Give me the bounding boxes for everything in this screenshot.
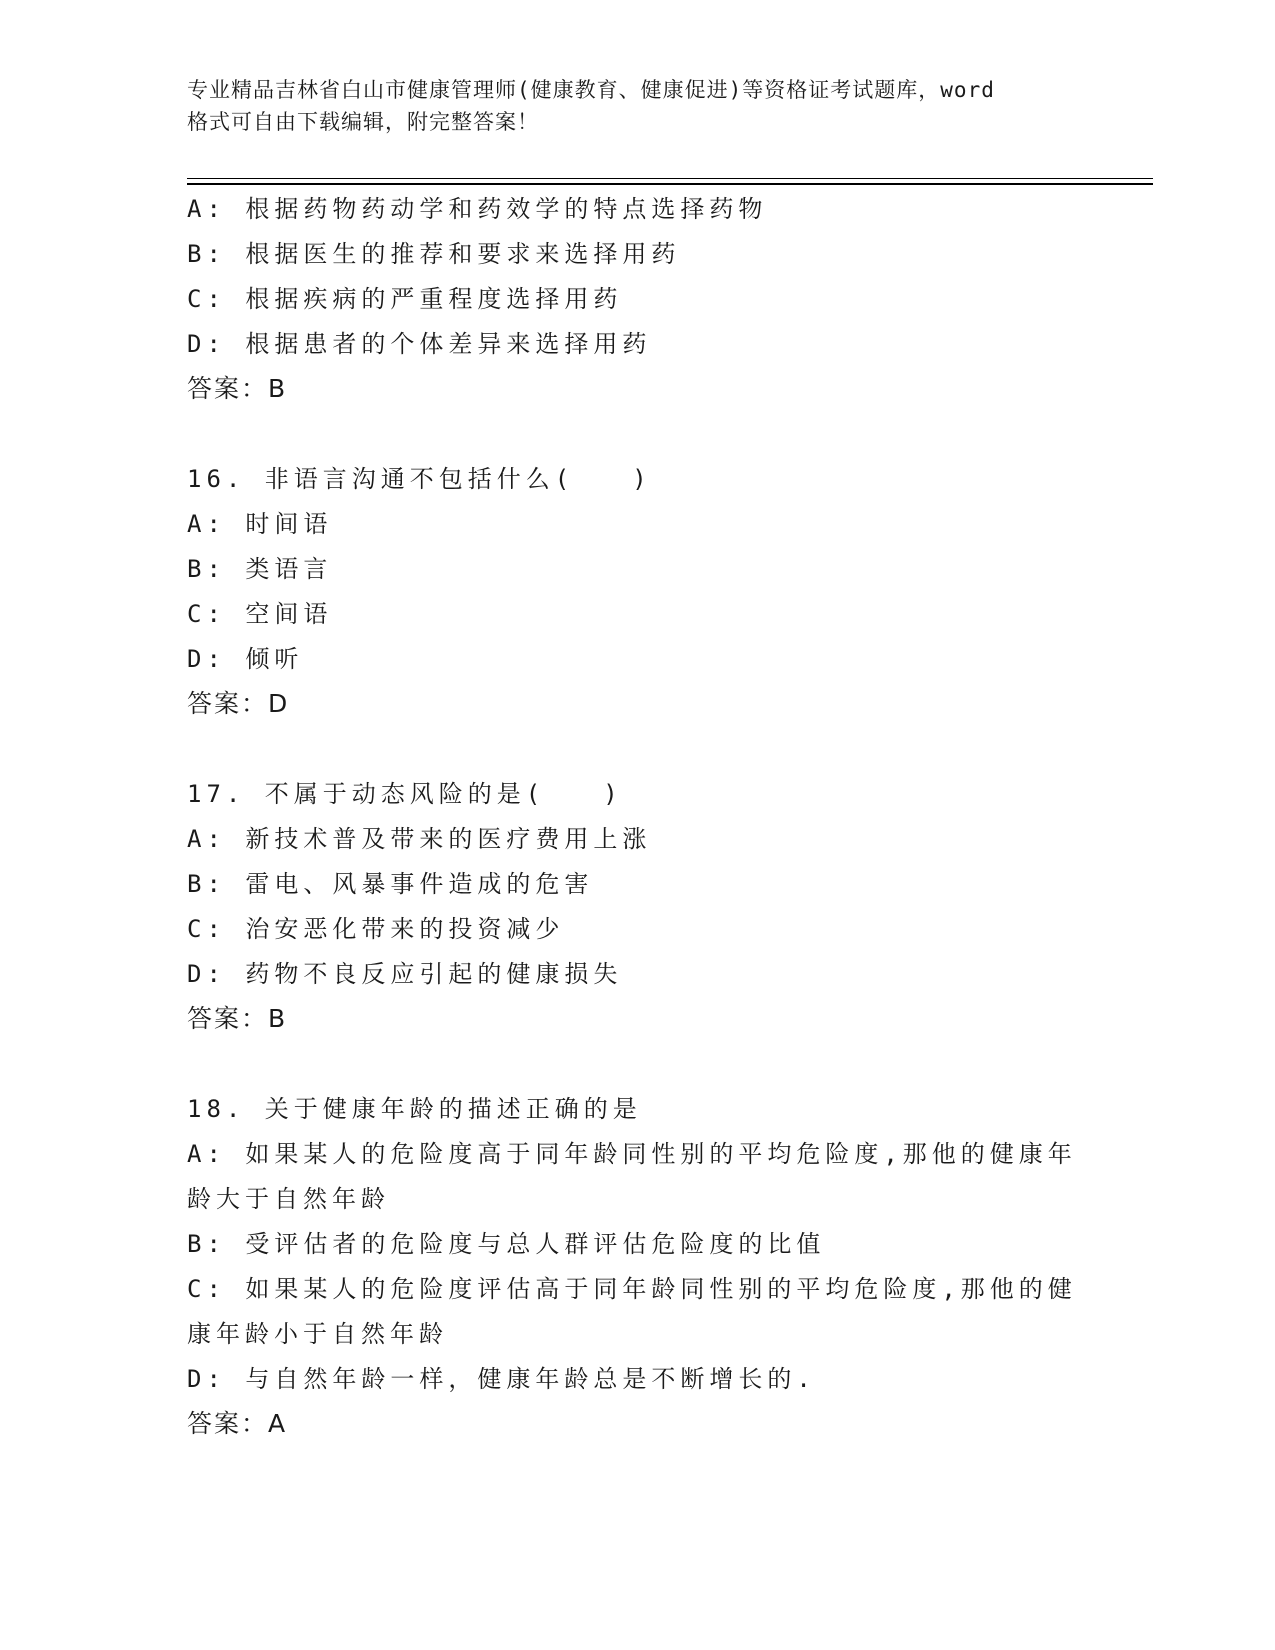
document-header: [187, 74, 1087, 138]
header-divider-thick: [187, 183, 1153, 185]
q15-option-c: C: 根据疾病的严重程度选择用药: [187, 285, 623, 313]
header-divider-thin: [187, 178, 1153, 179]
header-line-1: 专业精品吉林省白山市健康管理师(健康教育、健康促进)等资格证考试题库，word: [187, 78, 995, 102]
q18-option-b: B: 受评估者的危险度与总人群评估危险度的比值: [187, 1230, 826, 1258]
header-line-2: 格式可自由下载编辑，附完整答案！: [187, 110, 539, 134]
q15-option-d: D: 根据患者的个体差异来选择用药: [187, 330, 652, 358]
q15-option-a: A: 根据药物药动学和药效学的特点选择药物: [187, 195, 768, 223]
q17-question: 17. 不属于动态风险的是( ): [187, 780, 623, 808]
q16-question: 16. 非语言沟通不包括什么( ): [187, 465, 652, 493]
q18-answer: 答案：A: [187, 1409, 288, 1438]
q18-option-c-line2: 康年龄小于自然年龄: [187, 1320, 448, 1348]
q18-option-d: D: 与自然年龄一样，健康年龄总是不断增长的.: [187, 1365, 816, 1393]
q17-answer: 答案：B: [187, 1004, 288, 1033]
q18-question: 18. 关于健康年龄的描述正确的是: [187, 1095, 642, 1123]
q17-option-d: D: 药物不良反应引起的健康损失: [187, 960, 623, 988]
q17-option-b: B: 雷电、风暴事件造成的危害: [187, 870, 594, 898]
q18-option-c-line1: C: 如果某人的危险度评估高于同年龄同性别的平均危险度,那他的健: [187, 1275, 1077, 1303]
q15-answer: 答案：B: [187, 374, 288, 403]
q16-option-d: D: 倾听: [187, 645, 304, 673]
q18-option-a-line2: 龄大于自然年龄: [187, 1185, 390, 1213]
q18-option-a-line1: A: 如果某人的危险度高于同年龄同性别的平均危险度,那他的健康年: [187, 1140, 1077, 1168]
q17-option-c: C: 治安恶化带来的投资减少: [187, 915, 565, 943]
q15-option-b: B: 根据医生的推荐和要求来选择用药: [187, 240, 681, 268]
q17-option-a: A: 新技术普及带来的医疗费用上涨: [187, 825, 652, 853]
q16-option-c: C: 空间语: [187, 600, 333, 628]
q16-option-b: B: 类语言: [187, 555, 333, 583]
q16-option-a: A: 时间语: [187, 510, 333, 538]
q16-answer: 答案：D: [187, 689, 290, 718]
